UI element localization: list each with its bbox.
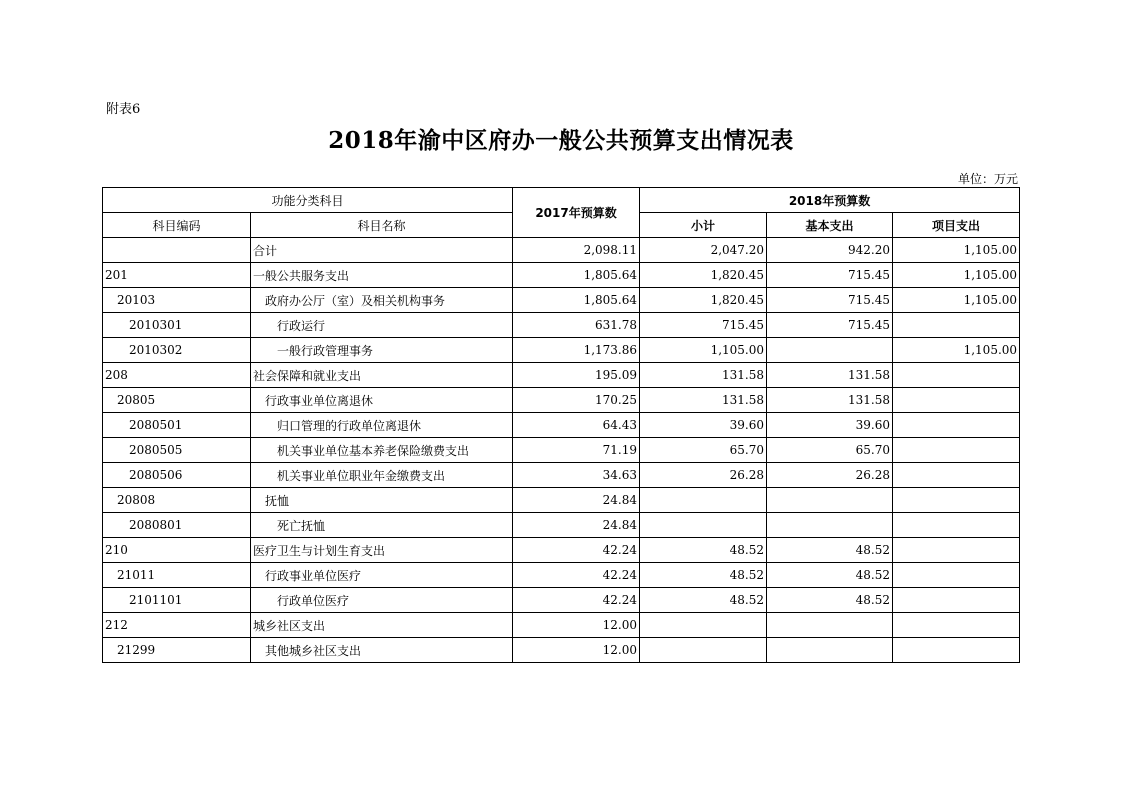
table-row (103, 263, 1020, 288)
cell-basic (767, 513, 893, 538)
cell-project (893, 438, 1020, 463)
cell-name: 归口管理的行政单位离退休 (251, 413, 513, 438)
table-row (103, 463, 1020, 488)
cell-code: 2080801 (103, 513, 251, 538)
cell-subtotal: 1,820.45 (640, 263, 767, 288)
table-row (103, 513, 1020, 538)
cell-budget-2017: 1,805.64 (513, 288, 640, 313)
cell-code: 21299 (103, 638, 251, 663)
cell-code: 20805 (103, 388, 251, 413)
cell-subtotal: 1,105.00 (640, 338, 767, 363)
cell-subtotal: 1,820.45 (640, 288, 767, 313)
cell-code: 2080501 (103, 413, 251, 438)
cell-name: 社会保障和就业支出 (251, 363, 513, 388)
cell-basic: 39.60 (767, 413, 893, 438)
unit-label: 单位：万元 (957, 172, 1018, 186)
cell-basic: 715.45 (767, 313, 893, 338)
cell-basic: 48.52 (767, 538, 893, 563)
table-row (103, 338, 1020, 363)
cell-subtotal (640, 488, 767, 513)
cell-name: 合计 (251, 238, 513, 263)
cell-basic: 131.58 (767, 388, 893, 413)
table-row (103, 438, 1020, 463)
cell-basic: 715.45 (767, 288, 893, 313)
cell-subtotal: 65.70 (640, 438, 767, 463)
cell-name: 一般行政管理事务 (251, 338, 513, 363)
cell-budget-2017: 2,098.11 (513, 238, 640, 263)
cell-subtotal (640, 638, 767, 663)
cell-budget-2017: 12.00 (513, 613, 640, 638)
header-func-class: 功能分类科目 (103, 188, 513, 213)
cell-code: 208 (103, 363, 251, 388)
cell-project: 1,105.00 (893, 263, 1020, 288)
cell-name: 医疗卫生与计划生育支出 (251, 538, 513, 563)
cell-basic: 715.45 (767, 263, 893, 288)
cell-name: 政府办公厅（室）及相关机构事务 (251, 288, 513, 313)
cell-subtotal (640, 613, 767, 638)
cell-name: 机关事业单位基本养老保险缴费支出 (251, 438, 513, 463)
cell-project (893, 538, 1020, 563)
cell-name: 行政运行 (251, 313, 513, 338)
cell-subtotal (640, 513, 767, 538)
cell-name: 城乡社区支出 (251, 613, 513, 638)
cell-basic (767, 338, 893, 363)
cell-budget-2017: 12.00 (513, 638, 640, 663)
cell-project (893, 513, 1020, 538)
cell-budget-2017: 170.25 (513, 388, 640, 413)
cell-project (893, 388, 1020, 413)
table-row (103, 488, 1020, 513)
cell-basic (767, 638, 893, 663)
cell-code: 21011 (103, 563, 251, 588)
header-budget-2018: 2018年预算数 (640, 188, 1020, 213)
cell-project (893, 488, 1020, 513)
cell-basic: 26.28 (767, 463, 893, 488)
header-basic: 基本支出 (767, 213, 893, 238)
cell-project (893, 588, 1020, 613)
cell-budget-2017: 42.24 (513, 588, 640, 613)
cell-code: 2080505 (103, 438, 251, 463)
page-title: 2018年渝中区府办一般公共预算支出情况表 (328, 127, 794, 154)
cell-subtotal: 131.58 (640, 388, 767, 413)
cell-code (103, 238, 251, 263)
header-subtotal: 小计 (640, 213, 767, 238)
cell-basic (767, 488, 893, 513)
cell-subtotal: 715.45 (640, 313, 767, 338)
cell-budget-2017: 195.09 (513, 363, 640, 388)
cell-budget-2017: 1,805.64 (513, 263, 640, 288)
header-name: 科目名称 (251, 213, 513, 238)
cell-budget-2017: 24.84 (513, 513, 640, 538)
cell-basic: 48.52 (767, 563, 893, 588)
header-code: 科目编码 (103, 213, 251, 238)
cell-project (893, 313, 1020, 338)
table-row (103, 538, 1020, 563)
cell-basic: 48.52 (767, 588, 893, 613)
cell-code: 210 (103, 538, 251, 563)
cell-project (893, 463, 1020, 488)
table-row (103, 638, 1020, 663)
cell-basic: 131.58 (767, 363, 893, 388)
cell-basic (767, 613, 893, 638)
cell-code: 2080506 (103, 463, 251, 488)
header-budget-2017: 2017年预算数 (513, 188, 640, 238)
cell-budget-2017: 34.63 (513, 463, 640, 488)
cell-name: 一般公共服务支出 (251, 263, 513, 288)
cell-project (893, 413, 1020, 438)
appendix-label: 附表6 (106, 102, 141, 117)
cell-project: 1,105.00 (893, 238, 1020, 263)
cell-project (893, 613, 1020, 638)
cell-budget-2017: 71.19 (513, 438, 640, 463)
table-row (103, 288, 1020, 313)
cell-name: 行政事业单位医疗 (251, 563, 513, 588)
cell-name: 行政事业单位离退休 (251, 388, 513, 413)
cell-subtotal: 48.52 (640, 563, 767, 588)
cell-project (893, 563, 1020, 588)
cell-name: 抚恤 (251, 488, 513, 513)
cell-budget-2017: 42.24 (513, 563, 640, 588)
table-row (103, 613, 1020, 638)
cell-subtotal: 131.58 (640, 363, 767, 388)
cell-project (893, 363, 1020, 388)
table-row (103, 563, 1020, 588)
table-row (103, 313, 1020, 338)
table-row (103, 388, 1020, 413)
cell-code: 2010302 (103, 338, 251, 363)
cell-name: 其他城乡社区支出 (251, 638, 513, 663)
header-project: 项目支出 (893, 213, 1020, 238)
table-body (103, 238, 1020, 663)
cell-subtotal: 2,047.20 (640, 238, 767, 263)
cell-code: 2101101 (103, 588, 251, 613)
cell-name: 行政单位医疗 (251, 588, 513, 613)
table-row (103, 413, 1020, 438)
cell-code: 20103 (103, 288, 251, 313)
cell-budget-2017: 1,173.86 (513, 338, 640, 363)
cell-subtotal: 48.52 (640, 588, 767, 613)
cell-code: 212 (103, 613, 251, 638)
cell-code: 20808 (103, 488, 251, 513)
cell-subtotal: 26.28 (640, 463, 767, 488)
cell-subtotal: 39.60 (640, 413, 767, 438)
table-row (103, 238, 1020, 263)
cell-project: 1,105.00 (893, 338, 1020, 363)
cell-subtotal: 48.52 (640, 538, 767, 563)
cell-code: 2010301 (103, 313, 251, 338)
cell-budget-2017: 631.78 (513, 313, 640, 338)
cell-basic: 942.20 (767, 238, 893, 263)
cell-budget-2017: 42.24 (513, 538, 640, 563)
table-row (103, 363, 1020, 388)
cell-project (893, 638, 1020, 663)
cell-project: 1,105.00 (893, 288, 1020, 313)
cell-budget-2017: 24.84 (513, 488, 640, 513)
cell-code: 201 (103, 263, 251, 288)
budget-table (102, 187, 1020, 663)
cell-basic: 65.70 (767, 438, 893, 463)
cell-name: 死亡抚恤 (251, 513, 513, 538)
cell-name: 机关事业单位职业年金缴费支出 (251, 463, 513, 488)
cell-budget-2017: 64.43 (513, 413, 640, 438)
table-row (103, 588, 1020, 613)
